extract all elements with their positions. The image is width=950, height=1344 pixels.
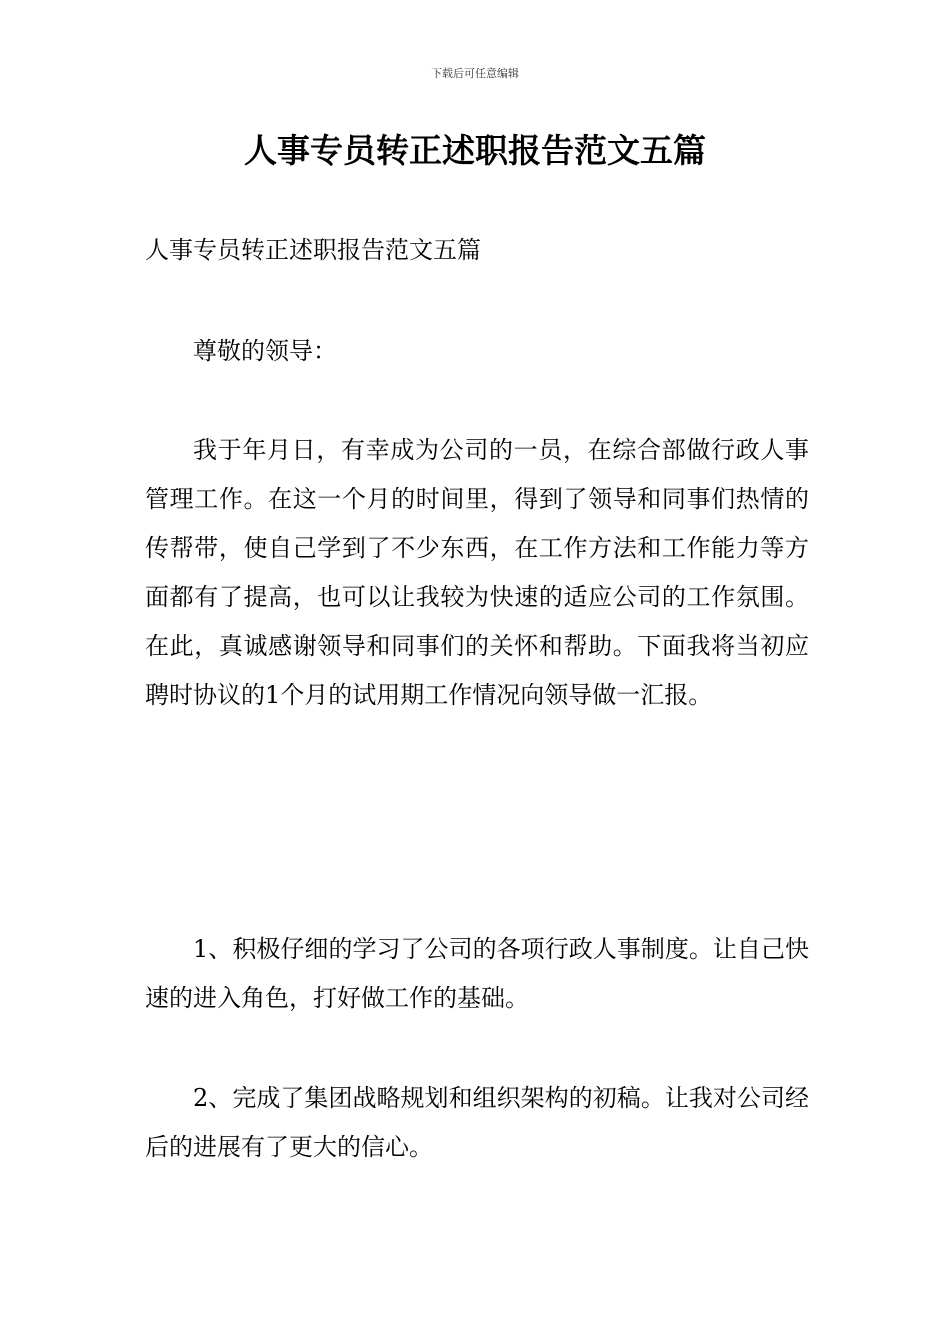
document-subtitle: 人事专员转正述职报告范文五篇: [145, 236, 481, 264]
greeting: 尊敬的领导：: [193, 337, 337, 365]
header-note: 下载后可任意编辑: [431, 67, 519, 80]
document-title: 人事专员转正述职报告范文五篇: [244, 131, 706, 170]
paragraph-item-2: 2、完成了集团战略规划和组织架构的初稿。让我对公司经后的进展有了更大的信心。: [145, 1084, 809, 1161]
paragraph-item-1: 1、积极仔细的学习了公司的各项行政人事制度。让自己快速的进入角色，打好做工作的基础。: [145, 935, 809, 1012]
paragraph-intro: 我于年月日，有幸成为公司的一员，在综合部做行政人事管理工作。在这一个月的时间里，得到了领导和同事们热情的传帮带，使自己学到了不少东西，在工作方法和工作能力等方面都有了提高，也可以让我较为快速的适应公司的工作氛围。在此，真诚感谢领导和同事们的关怀和帮助。下面我将当初应聘时协议的1个月的试用期工作情况向领导做一汇报。: [145, 436, 809, 709]
